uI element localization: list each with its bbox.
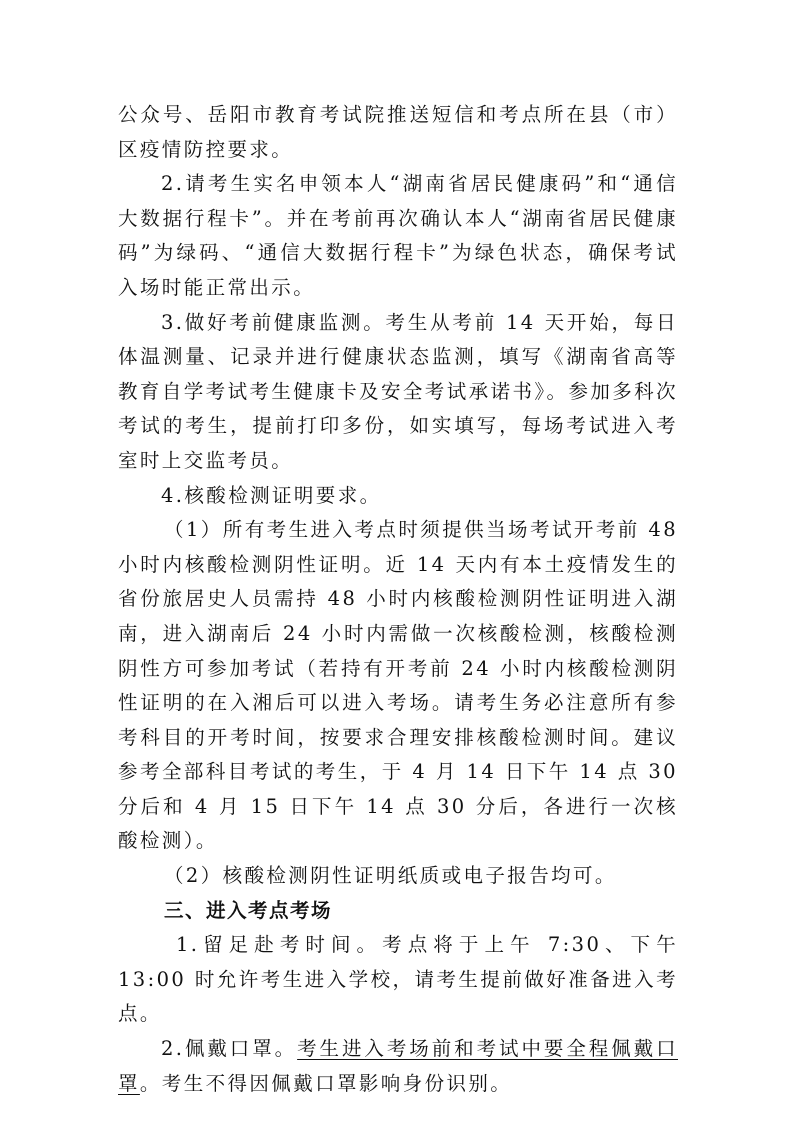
paragraph-arrival-time: 1.留足赴考时间。考点将于上午 7:30、下午 13:00 时允许考生进入学校，请考生提前做好准备进入考点。 [118, 933, 678, 1026]
paragraph-continuation: 公众号、岳阳市教育考试院推送短信和考点所在县（市）区疫情防控要求。 [118, 103, 678, 161]
mask-underlined-text: 考生进入考场前和考试中要全程佩戴口罩 [118, 1037, 678, 1095]
section-heading: 三、进入考点考场 [164, 898, 333, 922]
paragraph-nucleic-acid-rule-2: （2）核酸检测阴性证明纸质或电子报告均可。 [164, 864, 617, 888]
paragraph-nucleic-acid-rule-1: （1）所有考生进入考点时须提供当场考试开考前 48 小时内核酸检测阴性证明。近 14 天内有本土疫情发生的省份旅居史人员需持 48 小时内核酸检测阴性证明进入湖南，进入湖南后 24 小时内需做一次核酸检测，核酸检测阴性方可参加考试（若持有开考前 24 小时内核酸检测阴性证明的在入湘后可以进入考场。请考生务必注意所有参考科目的开考时间，按要求合理安排核酸检测时间。建议参考全部科目考试的考生，于 4 月 14 日下午 14 点 30 分后和 4 月 15 日下午 14 点 30 分后，各进行一次核酸检测）。 [118, 518, 678, 853]
paragraph-health-code: 2.请考生实名申领本人“湖南省居民健康码”和“通信大数据行程卡”。并在考前再次确认本人“湖南省居民健康码”为绿码、“通信大数据行程卡”为绿色状态，确保考试入场时能正常出示。 [118, 172, 678, 299]
mask-tail-text: 。考生不得因佩戴口罩影响身份识别。 [139, 1071, 513, 1095]
mask-lead-text: 2.佩戴口罩。 [161, 1037, 298, 1061]
paragraph-nucleic-acid-title: 4.核酸检测证明要求。 [161, 483, 382, 507]
paragraph-health-monitoring: 3.做好考前健康监测。考生从考前 14 天开始，每日体温测量、记录并进行健康状态监测，填写《湖南省高等教育自学考试考生健康卡及安全考试承诺书》。参加多科次考试的考生，提前打印多份，如实填写，每场考试进入考室时上交监考员。 [118, 310, 678, 472]
paragraph-mask [118, 1032, 678, 1101]
document-body [118, 98, 678, 1101]
